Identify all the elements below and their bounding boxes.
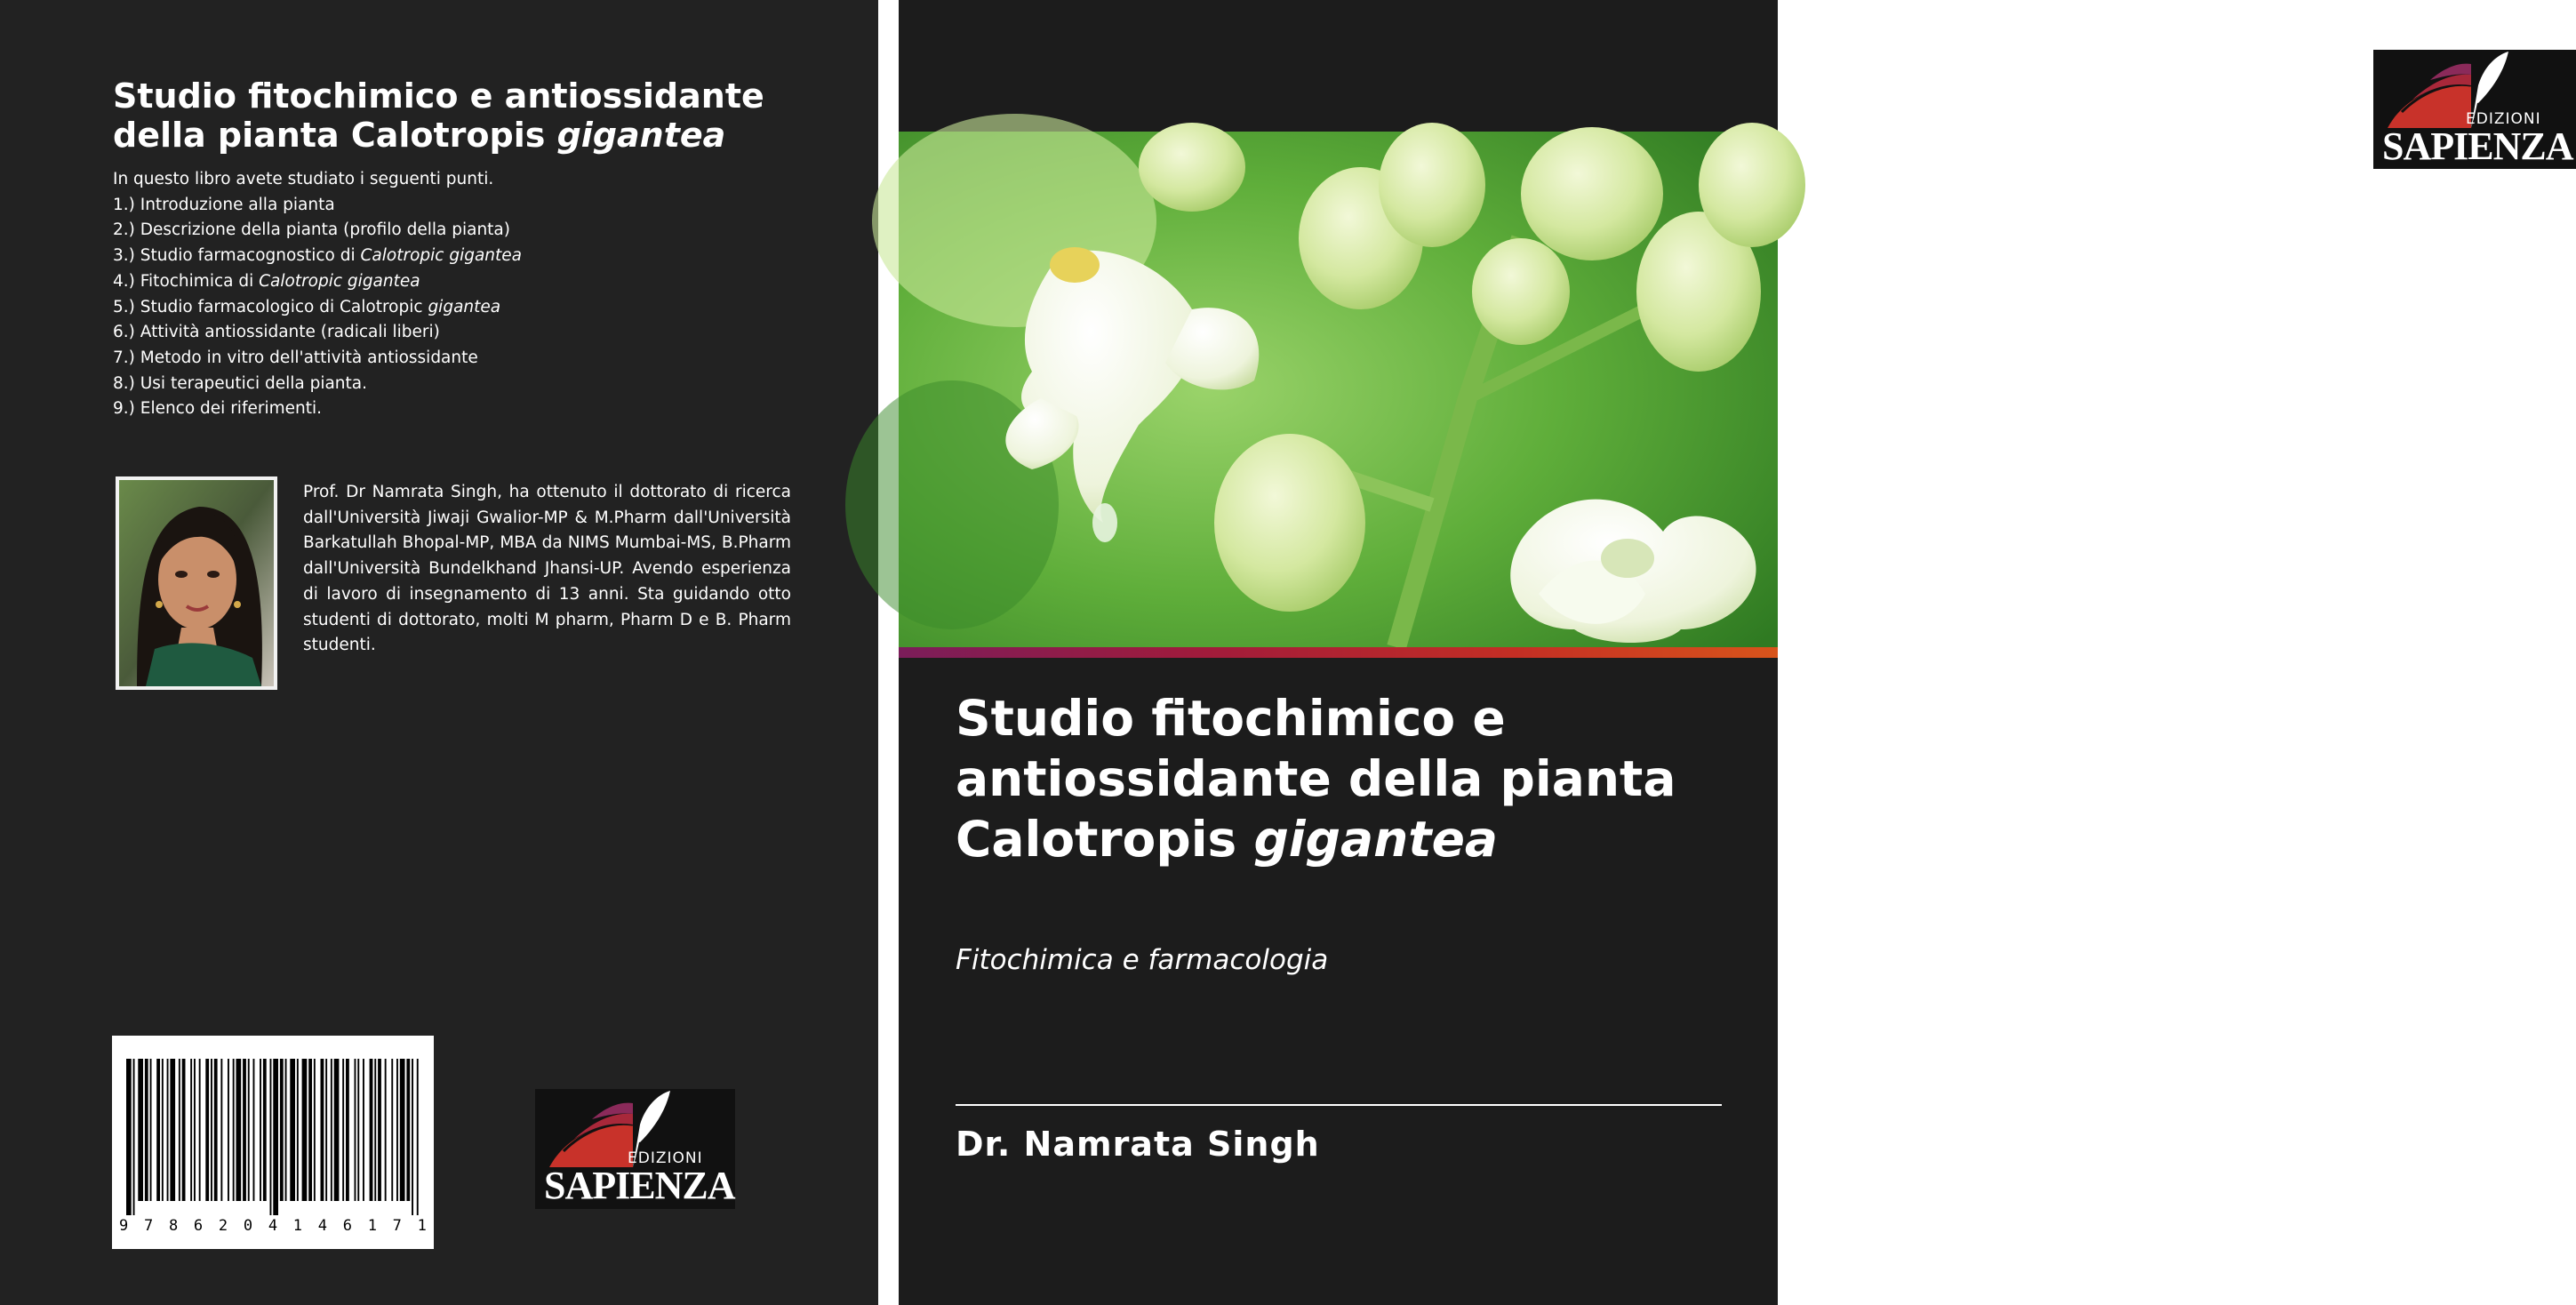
publisher-edizioni: EDIZIONI <box>2466 110 2541 128</box>
barcode-digit: 6 <box>342 1217 352 1235</box>
list-item: 4.) Fitochimica di Calotropic gigantea <box>113 271 420 291</box>
divider-rule <box>956 1104 1722 1106</box>
back-cover-title <box>113 76 842 155</box>
barcode-digit: 1 <box>417 1217 427 1235</box>
publisher-name: SAPIENZA <box>544 1164 735 1207</box>
list-item: 1.) Introduzione alla pianta <box>113 195 335 214</box>
isbn-barcode <box>112 1036 434 1249</box>
barcode-digit: 8 <box>168 1217 179 1235</box>
barcode-digit: 4 <box>268 1217 278 1235</box>
barcode-digit: 7 <box>392 1217 402 1235</box>
front-title-italic: gigantea <box>1253 811 1499 868</box>
publisher-logo <box>535 1089 735 1209</box>
accent-stripe <box>899 647 1778 658</box>
front-title-main: Studio fitochimico e antiossidante della pianta Calotropis <box>956 690 1676 868</box>
list-item: 3.) Studio farmacognostico di Calotropic gigantea <box>113 246 522 266</box>
cover-subtitle: Fitochimica e farmacologia <box>956 944 1329 976</box>
author-portrait-icon <box>119 480 274 686</box>
front-cover-title <box>956 688 1756 869</box>
barcode-digit: 1 <box>292 1217 303 1235</box>
barcode-digit: 1 <box>367 1217 377 1235</box>
author-photo <box>116 476 277 690</box>
author-bio: Prof. Dr Namrata Singh, ha ottenuto il dottorato di ricerca dall'Università Jiwaji Gwalior-MP & M.Pharm dall'Università Barkatullah Bhopal-MP, MBA da NIMS Mumbai-MS, B.Pharm dall'Università Bundelkhand Jhansi-UP. Avendo esperienza di lavoro di insegnamento di 13 anni. Sta guidando otto studenti di dottorato, molti M pharm, Pharm D e B. Pharm studenti. <box>303 483 791 655</box>
back-title-main: Studio fitochimico e antiossidante della pianta Calotropis <box>113 76 764 155</box>
list-item: 7.) Metodo in vitro dell'attività antiossidante <box>113 348 478 367</box>
publisher-name: SAPIENZA <box>2382 124 2573 168</box>
contents-list <box>113 167 788 422</box>
barcode-digit: 4 <box>317 1217 327 1235</box>
list-item: 2.) Descrizione della pianta (profilo della pianta) <box>113 220 510 240</box>
barcode-digit: 2 <box>218 1217 228 1235</box>
barcode-bars <box>124 1059 421 1215</box>
back-title-italic: gigantea <box>556 116 726 155</box>
list-item: 5.) Studio farmacologico di Calotropic gigantea <box>113 297 501 316</box>
barcode-digit: 7 <box>143 1217 154 1235</box>
list-item: 6.) Attività antiossidante (radicali liberi) <box>113 323 440 342</box>
cover-photo <box>899 132 1778 647</box>
list-item: 8.) Usi terapeutici della pianta. <box>113 373 368 393</box>
barcode-digit: 0 <box>243 1217 253 1235</box>
barcode-digits <box>119 1217 427 1235</box>
barcode-digit: 9 <box>119 1217 129 1235</box>
publisher-logo <box>2373 50 2576 169</box>
barcode-digit: 6 <box>193 1217 204 1235</box>
flower-photo-icon <box>899 132 1778 647</box>
front-cover <box>899 0 2573 1305</box>
publisher-edizioni: EDIZIONI <box>628 1149 703 1167</box>
contents-intro: In questo libro avete studiato i seguenti punti. <box>113 170 494 188</box>
cover-author: Dr. Namrata Singh <box>956 1125 1320 1164</box>
list-item: 9.) Elenco dei riferimenti. <box>113 399 322 419</box>
back-cover <box>0 0 878 1305</box>
